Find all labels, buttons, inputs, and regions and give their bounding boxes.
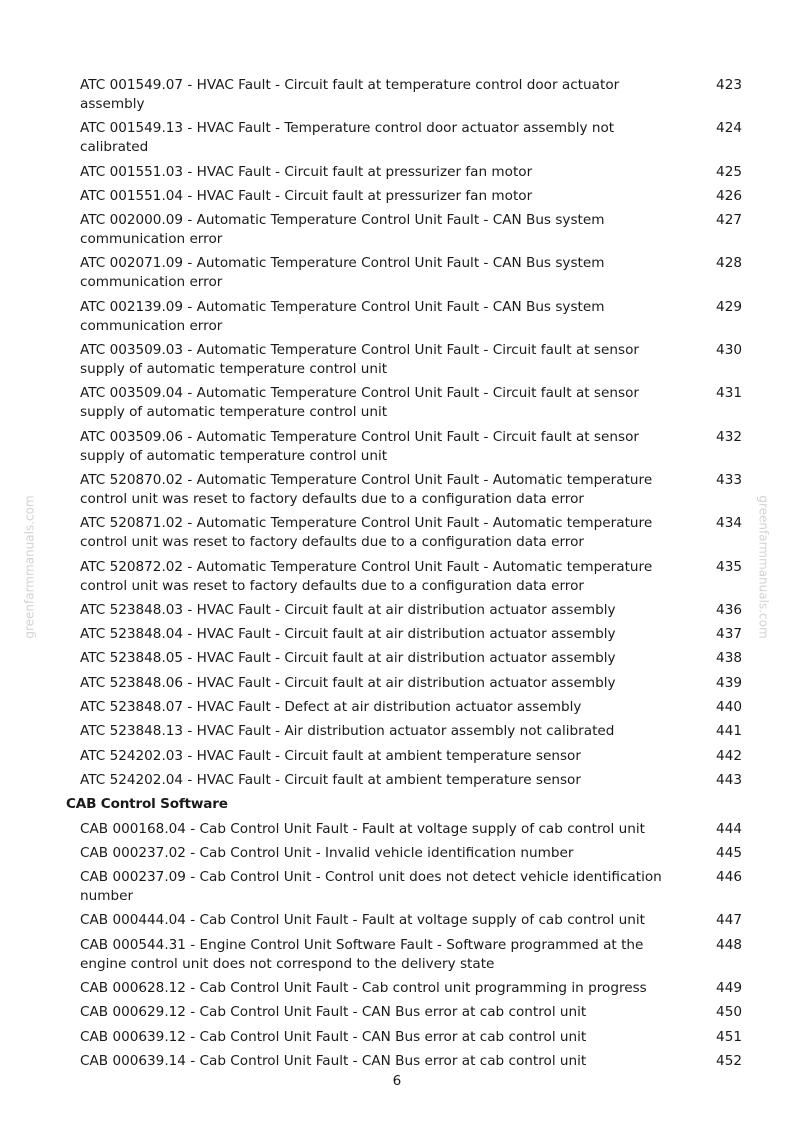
toc-entry-page: 433: [716, 471, 742, 488]
toc-entry[interactable]: [0, 1003, 794, 1022]
toc-entry-page: 432: [716, 428, 742, 445]
toc-entry-page: 437: [716, 626, 742, 643]
toc-entry-title: ATC 523848.07 - HVAC Fault - Defect at air distribution actuator assembly: [80, 699, 582, 716]
table-of-contents: [0, 76, 794, 1076]
watermark-right: greenfarmmanuals.com: [756, 495, 771, 639]
toc-entry-title: ATC 003509.04 - Automatic Temperature Control Unit Fault - Circuit fault at sensor supply of automatic temperature control unit: [80, 385, 639, 421]
toc-entry[interactable]: [0, 649, 794, 668]
toc-entry[interactable]: [0, 119, 794, 157]
toc-entry-title: ATC 523848.04 - HVAC Fault - Circuit fault at air distribution actuator assembly: [80, 626, 616, 643]
toc-entry-title: CAB 000544.31 - Engine Control Unit Software Fault - Software programmed at the engine control unit does not correspond to the delivery state: [80, 936, 644, 972]
toc-entry[interactable]: [0, 820, 794, 839]
toc-entry-page: 439: [716, 674, 742, 691]
toc-entry-title: ATC 523848.03 - HVAC Fault - Circuit fault at air distribution actuator assembly: [80, 601, 616, 618]
page-number: 6: [392, 1073, 402, 1089]
toc-entry-title: ATC 524202.04 - HVAC Fault - Circuit fault at ambient temperature sensor: [80, 771, 581, 788]
toc-entry[interactable]: [0, 163, 794, 182]
toc-entry-title: ATC 002071.09 - Automatic Temperature Control Unit Fault - CAN Bus system communication error: [80, 255, 605, 291]
toc-entry-page: 444: [716, 820, 742, 837]
toc-entry-title: ATC 523848.06 - HVAC Fault - Circuit fault at air distribution actuator assembly: [80, 674, 616, 691]
toc-entry-page: 426: [716, 187, 742, 204]
toc-entry[interactable]: [0, 384, 794, 422]
toc-entry-title: ATC 524202.03 - HVAC Fault - Circuit fault at ambient temperature sensor: [80, 747, 581, 764]
toc-entry-title: ATC 002139.09 - Automatic Temperature Control Unit Fault - CAN Bus system communication error: [80, 298, 605, 334]
toc-entry-page: 440: [716, 699, 742, 716]
toc-entry[interactable]: [0, 979, 794, 998]
toc-entry-page: 436: [716, 601, 742, 618]
toc-entry-title: ATC 520872.02 - Automatic Temperature Control Unit Fault - Automatic temperature control unit was reset to factory defaults due to a configuration data error: [80, 558, 653, 594]
toc-entry[interactable]: [0, 911, 794, 930]
toc-entry-title: ATC 520870.02 - Automatic Temperature Control Unit Fault - Automatic temperature control unit was reset to factory defaults due to a configuration data error: [80, 471, 653, 507]
toc-entry-page: 435: [716, 558, 742, 575]
toc-entry-title: ATC 003509.06 - Automatic Temperature Control Unit Fault - Circuit fault at sensor supply of automatic temperature control unit: [80, 428, 639, 464]
toc-entry-page: 428: [716, 255, 742, 272]
toc-entry-title: CAB 000639.12 - Cab Control Unit Fault - CAN Bus error at cab control unit: [80, 1028, 587, 1045]
toc-entry-title: ATC 523848.05 - HVAC Fault - Circuit fault at air distribution actuator assembly: [80, 650, 616, 667]
toc-entry-title: CAB 000628.12 - Cab Control Unit Fault - Cab control unit programming in progress: [80, 980, 647, 997]
toc-entry[interactable]: [0, 341, 794, 379]
toc-entry-page: 423: [716, 77, 742, 93]
toc-entry-page: 451: [716, 1028, 742, 1045]
toc-entry[interactable]: [0, 558, 794, 596]
toc-entry[interactable]: [0, 187, 794, 206]
toc-entry-title: ATC 001549.07 - HVAC Fault - Circuit fault at temperature control door actuator assembly: [80, 77, 620, 112]
toc-entry-title: CAB 000237.02 - Cab Control Unit - Invalid vehicle identification number: [80, 844, 574, 861]
toc-entry-page: 452: [716, 1052, 742, 1069]
toc-entry-page: 449: [716, 980, 742, 997]
toc-entry[interactable]: [0, 254, 794, 292]
toc-entry-page: 431: [716, 385, 742, 402]
toc-entry-title: CAB 000639.14 - Cab Control Unit Fault - CAN Bus error at cab control unit: [80, 1052, 587, 1069]
toc-entry[interactable]: [0, 298, 794, 336]
toc-entry[interactable]: [0, 471, 794, 509]
section-heading: CAB Control Software: [66, 796, 228, 813]
toc-entry-title: ATC 003509.03 - Automatic Temperature Control Unit Fault - Circuit fault at sensor supply of automatic temperature control unit: [80, 342, 639, 378]
toc-entry[interactable]: [0, 625, 794, 644]
toc-entry-page: 427: [716, 212, 742, 229]
toc-entry[interactable]: [0, 674, 794, 693]
toc-entry-page: 447: [716, 912, 742, 929]
toc-entry-page: 438: [716, 650, 742, 667]
toc-entry-title: ATC 523848.13 - HVAC Fault - Air distribution actuator assembly not calibrated: [80, 723, 615, 740]
toc-entry-page: 425: [716, 163, 742, 180]
toc-entry-title: CAB 000237.09 - Cab Control Unit - Control unit does not detect vehicle identification number: [80, 869, 662, 905]
toc-entry[interactable]: [0, 844, 794, 863]
toc-entry[interactable]: [0, 747, 794, 766]
toc-entry[interactable]: [0, 428, 794, 466]
toc-entry-page: 430: [716, 342, 742, 359]
toc-entry-page: 443: [716, 771, 742, 788]
toc-entry-page: 450: [716, 1004, 742, 1021]
toc-entry-title: ATC 001549.13 - HVAC Fault - Temperature control door actuator assembly not calibrated: [80, 120, 615, 156]
toc-entry[interactable]: [0, 936, 794, 974]
toc-entry[interactable]: [0, 1028, 794, 1047]
toc-entry-title: CAB 000168.04 - Cab Control Unit Fault - Fault at voltage supply of cab control unit: [80, 820, 645, 837]
toc-entry-page: 448: [716, 936, 742, 953]
toc-entry-page: 424: [716, 120, 742, 137]
toc-entry[interactable]: [0, 771, 794, 790]
toc-entry-page: 429: [716, 298, 742, 315]
toc-entry[interactable]: [0, 76, 794, 114]
toc-entry-title: ATC 002000.09 - Automatic Temperature Control Unit Fault - CAN Bus system communication error: [80, 212, 605, 248]
toc-entry[interactable]: [0, 601, 794, 620]
toc-entry-title: ATC 001551.04 - HVAC Fault - Circuit fault at pressurizer fan motor: [80, 187, 533, 204]
toc-entry-title: CAB 000444.04 - Cab Control Unit Fault - Fault at voltage supply of cab control unit: [80, 912, 645, 929]
toc-entry-page: 446: [716, 869, 742, 886]
toc-entry-page: 445: [716, 844, 742, 861]
toc-entry[interactable]: [0, 211, 794, 249]
toc-entry-title: ATC 520871.02 - Automatic Temperature Control Unit Fault - Automatic temperature control unit was reset to factory defaults due to a configuration data error: [80, 515, 653, 551]
toc-entry-page: 442: [716, 747, 742, 764]
toc-entry[interactable]: [0, 698, 794, 717]
toc-entry-title: ATC 001551.03 - HVAC Fault - Circuit fault at pressurizer fan motor: [80, 163, 533, 180]
toc-entry[interactable]: [0, 1052, 794, 1071]
toc-entry-page: 441: [716, 723, 742, 740]
watermark-left: greenfarmmanuals.com: [22, 495, 37, 639]
toc-entry-title: CAB 000629.12 - Cab Control Unit Fault - CAN Bus error at cab control unit: [80, 1004, 587, 1021]
toc-entry[interactable]: [0, 514, 794, 552]
toc-entry[interactable]: [0, 722, 794, 741]
toc-entry-page: 434: [716, 515, 742, 532]
toc-entry[interactable]: [0, 868, 794, 906]
